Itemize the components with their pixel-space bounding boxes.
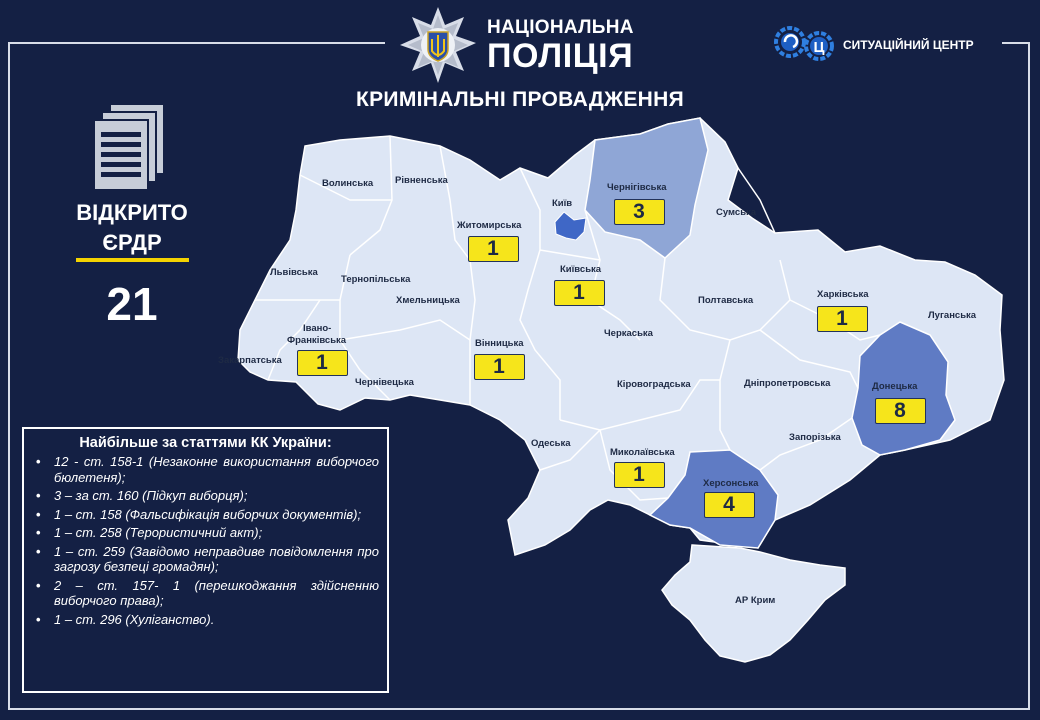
label-khersonska: Херсонська	[703, 478, 759, 489]
count-vinnytska: 1	[474, 354, 525, 380]
label-donetska: Донецька	[872, 381, 918, 392]
count-kharkivska: 1	[817, 306, 868, 332]
police-title-line1: НАЦІОНАЛЬНА	[487, 17, 634, 38]
legend-title: Найбільше за статтями КК України:	[79, 435, 332, 451]
legend-item: • 1 – ст. 259 (Завідомо неправдиве повідомлення про загрозу безпеці громадян);	[34, 544, 379, 575]
legend-item: • 12 - ст. 158-1 (Незаконне використання виборчого бюлетеня);	[34, 454, 379, 485]
label-chernivetska: Чернівецька	[355, 377, 414, 388]
label-sumska: Сумська	[716, 207, 757, 218]
label-vinnytska: Вінницька	[475, 338, 524, 349]
label-crimea: АР Крим	[735, 595, 776, 606]
count-mykolaivska: 1	[614, 462, 665, 488]
label-odeska: Одеська	[531, 438, 571, 449]
label-mykolaivska: Миколаївська	[610, 447, 675, 458]
police-title-line2: ПОЛІЦІЯ	[487, 37, 634, 75]
articles-legend	[22, 427, 389, 693]
stat-label-line2: ЄРДР	[102, 230, 162, 255]
stat-label-line1: ВІДКРИТО	[76, 200, 188, 225]
label-kirovohradska: Кіровоградська	[617, 379, 691, 390]
legend-item: • 1 – ст. 158 (Фальсифікація виборчих документів);	[34, 507, 379, 523]
label-kharkivska: Харківська	[817, 289, 869, 300]
page-title: КРИМІНАЛЬНІ ПРОВАДЖЕННЯ	[356, 88, 684, 111]
legend-item: • 1 – ст. 296 (Хуліганство).	[34, 612, 379, 628]
legend-item: • 3 – за ст. 160 (Підкуп виборця);	[34, 488, 379, 504]
documents-icon	[88, 102, 170, 196]
label-zaporizka: Запорізька	[789, 432, 841, 443]
label-volynska: Волинська	[322, 178, 374, 189]
legend-list	[24, 454, 387, 627]
label-ternopilska: Тернопільська	[341, 274, 411, 285]
label-khmelnytska: Хмельницька	[396, 295, 460, 306]
count-kyivska: 1	[554, 280, 605, 306]
label-ivano-frankivska-1: Івано-	[303, 323, 332, 334]
label-kyiv: Київ	[552, 198, 573, 209]
situation-center-label: СИТУАЦІЙНИЙ ЦЕНТР	[843, 38, 974, 52]
stat-label	[52, 198, 212, 258]
count-donetska: 8	[875, 398, 926, 424]
label-rivnenska: Рівненська	[395, 175, 448, 186]
label-zakarpatska: Закарпатська	[218, 355, 282, 366]
count-khersonska: 4	[704, 492, 755, 518]
label-ivano-frankivska-2: Франківська	[287, 335, 347, 346]
label-kyivska: Київська	[560, 264, 602, 275]
legend-item: • 2 – ст. 157- 1 (перешкоджання здійсненню виборчого права);	[34, 578, 379, 609]
count-zhytomyrska: 1	[468, 236, 519, 262]
label-poltavska: Полтавська	[698, 295, 754, 306]
count-ivano-frankivska: 1	[297, 350, 348, 376]
count-chernihivska: 3	[614, 199, 665, 225]
label-lvivska: Львівська	[270, 267, 318, 278]
situation-center-logo-icon	[772, 22, 838, 64]
police-title	[487, 18, 634, 73]
police-badge-icon	[398, 5, 478, 85]
label-luhanska: Луганська	[928, 310, 977, 321]
label-zhytomyrska: Житомирська	[457, 220, 522, 231]
stat-value: 21	[106, 278, 158, 330]
legend-item: • 1 – ст. 258 (Терористичний акт);	[34, 525, 379, 541]
stat-divider	[76, 258, 189, 262]
label-chernihivska: Чернігівська	[607, 182, 667, 193]
logo-letter: Ц	[813, 39, 825, 56]
label-dnipropetrovska: Дніпропетровська	[744, 378, 831, 389]
label-cherkaska: Черкаська	[604, 328, 653, 339]
